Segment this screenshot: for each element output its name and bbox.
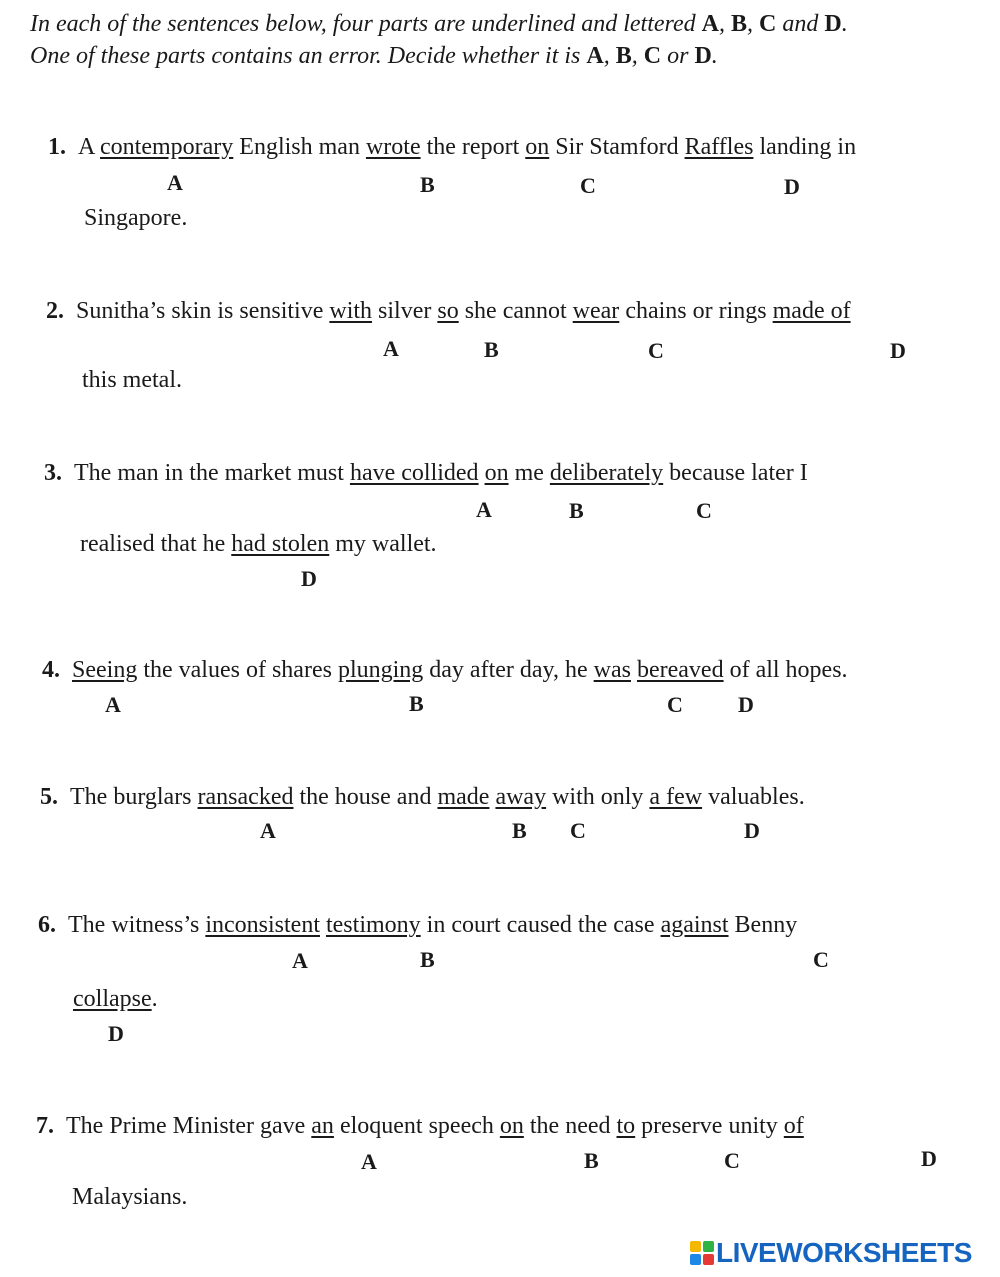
sentence-text: eloquent speech [333, 1113, 500, 1139]
question-line-2 [73, 985, 158, 1013]
underlined-part-b[interactable]: testimony [325, 912, 421, 938]
underlined-part-c[interactable]: away [495, 784, 547, 810]
underlined-part-c[interactable]: was [593, 657, 631, 683]
label-c: C [580, 173, 596, 198]
label-d: D [744, 818, 760, 843]
underlined-part-b[interactable]: on [484, 460, 509, 486]
sentence-text: . [151, 986, 158, 1012]
sentence-text: silver [372, 298, 438, 324]
question-number: 5. [40, 784, 58, 810]
underlined-part-d[interactable]: bereaved [636, 657, 724, 683]
sentence-text: Benny [728, 912, 798, 938]
underlined-part-c[interactable]: to [616, 1113, 636, 1139]
label-d: D [784, 174, 800, 199]
label-c: C [813, 947, 829, 972]
instructions-line-2 [30, 40, 970, 72]
question-line-2: this metal. [82, 367, 182, 393]
sentence-text: English man [233, 134, 366, 160]
question-line [38, 911, 797, 939]
question-line-2: Malaysians. [72, 1184, 188, 1210]
label-d: D [921, 1146, 937, 1171]
liveworksheets-footer[interactable] [690, 1236, 972, 1270]
sentence-text: landing in [753, 134, 857, 160]
instructions-letter: B [730, 11, 747, 37]
instructions-text: , [603, 43, 616, 69]
label-b: B [584, 1148, 599, 1173]
instructions-letter: A [586, 43, 604, 69]
sentence-text: The Prime Minister gave [66, 1113, 312, 1139]
underlined-part-a[interactable]: Seeing [72, 657, 138, 683]
question-line [40, 783, 805, 811]
question-number: 3. [44, 460, 62, 486]
sentence-text: the need [523, 1113, 617, 1139]
label-c: C [724, 1148, 740, 1173]
sentence-text: The man in the market must [74, 460, 350, 486]
sentence-text: valuables. [702, 784, 805, 810]
label-a: A [383, 336, 399, 361]
sentence-text: she cannot [458, 298, 573, 324]
underlined-part-a[interactable]: ransacked [197, 784, 294, 810]
instructions-text: and [776, 11, 825, 37]
instructions-text: , [718, 11, 731, 37]
instructions-letter: D [694, 43, 712, 69]
label-a: A [476, 497, 492, 522]
label-c: C [696, 498, 712, 523]
label-d: D [108, 1021, 124, 1046]
label-c: C [648, 338, 664, 363]
underlined-part-d[interactable]: a few [649, 784, 703, 810]
instructions-line-1 [30, 8, 970, 40]
sentence-text: in court caused the case [420, 912, 661, 938]
sentence-text: the house and [293, 784, 438, 810]
underlined-part-c[interactable]: on [525, 134, 550, 160]
question-line [44, 459, 808, 487]
label-c: C [667, 692, 683, 717]
label-b: B [420, 947, 435, 972]
label-b: B [569, 498, 584, 523]
underlined-part-a[interactable]: with [329, 298, 373, 324]
sentence-text: of all hopes. [723, 657, 848, 683]
sentence-text: The burglars [70, 784, 198, 810]
instructions-text: , [631, 43, 644, 69]
underlined-part-d[interactable]: had stolen [231, 531, 330, 557]
underlined-part-d[interactable]: Raffles [684, 134, 754, 160]
sentence-text: A [78, 134, 101, 160]
instructions-letter: A [701, 11, 719, 37]
sentence-text: preserve unity [635, 1113, 784, 1139]
instructions-text: One of these parts contains an error. Decide whether it is [30, 43, 587, 69]
sentence-text: day after day, he [423, 657, 594, 683]
underlined-part-d[interactable]: made of [772, 298, 851, 324]
sentence-text: me [508, 460, 550, 486]
question-number: 6. [38, 912, 56, 938]
sentence-text: because later I [663, 460, 808, 486]
underlined-part-a[interactable]: have collided [349, 460, 479, 486]
instructions-text: or [661, 43, 695, 69]
sentence-text: the values of shares [137, 657, 338, 683]
label-b: B [409, 691, 424, 716]
underlined-part-a[interactable]: an [311, 1113, 334, 1139]
sentence-text: Sir Stamford [549, 134, 685, 160]
question-number: 4. [42, 657, 60, 683]
underlined-part-b[interactable]: so [437, 298, 459, 324]
instructions-letter: C [643, 43, 662, 69]
underlined-part-d[interactable]: collapse [73, 986, 152, 1012]
underlined-part-c[interactable]: wear [572, 298, 620, 324]
underlined-part-b[interactable]: made [437, 784, 490, 810]
underlined-part-b[interactable]: on [499, 1113, 524, 1139]
instructions-text: In each of the sentences below, four parts are underlined and lettered [30, 11, 702, 37]
label-c: C [570, 818, 586, 843]
underlined-part-d[interactable]: of [783, 1113, 804, 1139]
instructions [30, 8, 970, 72]
question-line-2: Singapore. [84, 205, 188, 231]
question-line [42, 656, 848, 684]
instructions-letter: D [824, 11, 842, 37]
sentence-text: The witness’s [68, 912, 206, 938]
label-a: A [105, 692, 121, 717]
label-d: D [301, 566, 317, 591]
instructions-text: . [841, 11, 848, 37]
label-b: B [420, 172, 435, 197]
question-line [48, 133, 856, 161]
sentence-text: Sunitha’s skin is sensitive [76, 298, 330, 324]
sentence-text: my wallet. [329, 531, 437, 557]
label-d: D [890, 338, 906, 363]
label-a: A [167, 170, 183, 195]
instructions-text: . [711, 43, 718, 69]
underlined-part-c[interactable]: deliberately [549, 460, 664, 486]
sentence-text: realised that he [80, 531, 232, 557]
label-a: A [292, 948, 308, 973]
label-a: A [260, 818, 276, 843]
label-a: A [361, 1149, 377, 1174]
instructions-text: , [747, 11, 759, 37]
question-number: 2. [46, 298, 64, 324]
question-number: 7. [36, 1113, 54, 1139]
question-line [46, 297, 851, 325]
instructions-letter: C [759, 11, 777, 37]
underlined-part-a[interactable]: inconsistent [205, 912, 320, 938]
label-d: D [738, 692, 754, 717]
liveworksheets-logo-icon [690, 1241, 714, 1265]
question-line-2 [80, 530, 437, 558]
question-number: 1. [48, 134, 66, 160]
underlined-part-c[interactable]: against [660, 912, 729, 938]
sentence-text: the report [420, 134, 526, 160]
label-b: B [484, 337, 499, 362]
sentence-text: with only [546, 784, 650, 810]
brand-name: LIVEWORKSHEETS [716, 1237, 972, 1268]
label-b: B [512, 818, 527, 843]
sentence-text: chains or rings [619, 298, 773, 324]
question-line [36, 1112, 804, 1140]
underlined-part-b[interactable]: wrote [365, 134, 421, 160]
underlined-part-b[interactable]: plunging [337, 657, 424, 683]
instructions-letter: B [615, 43, 632, 69]
underlined-part-a[interactable]: contemporary [100, 134, 234, 160]
